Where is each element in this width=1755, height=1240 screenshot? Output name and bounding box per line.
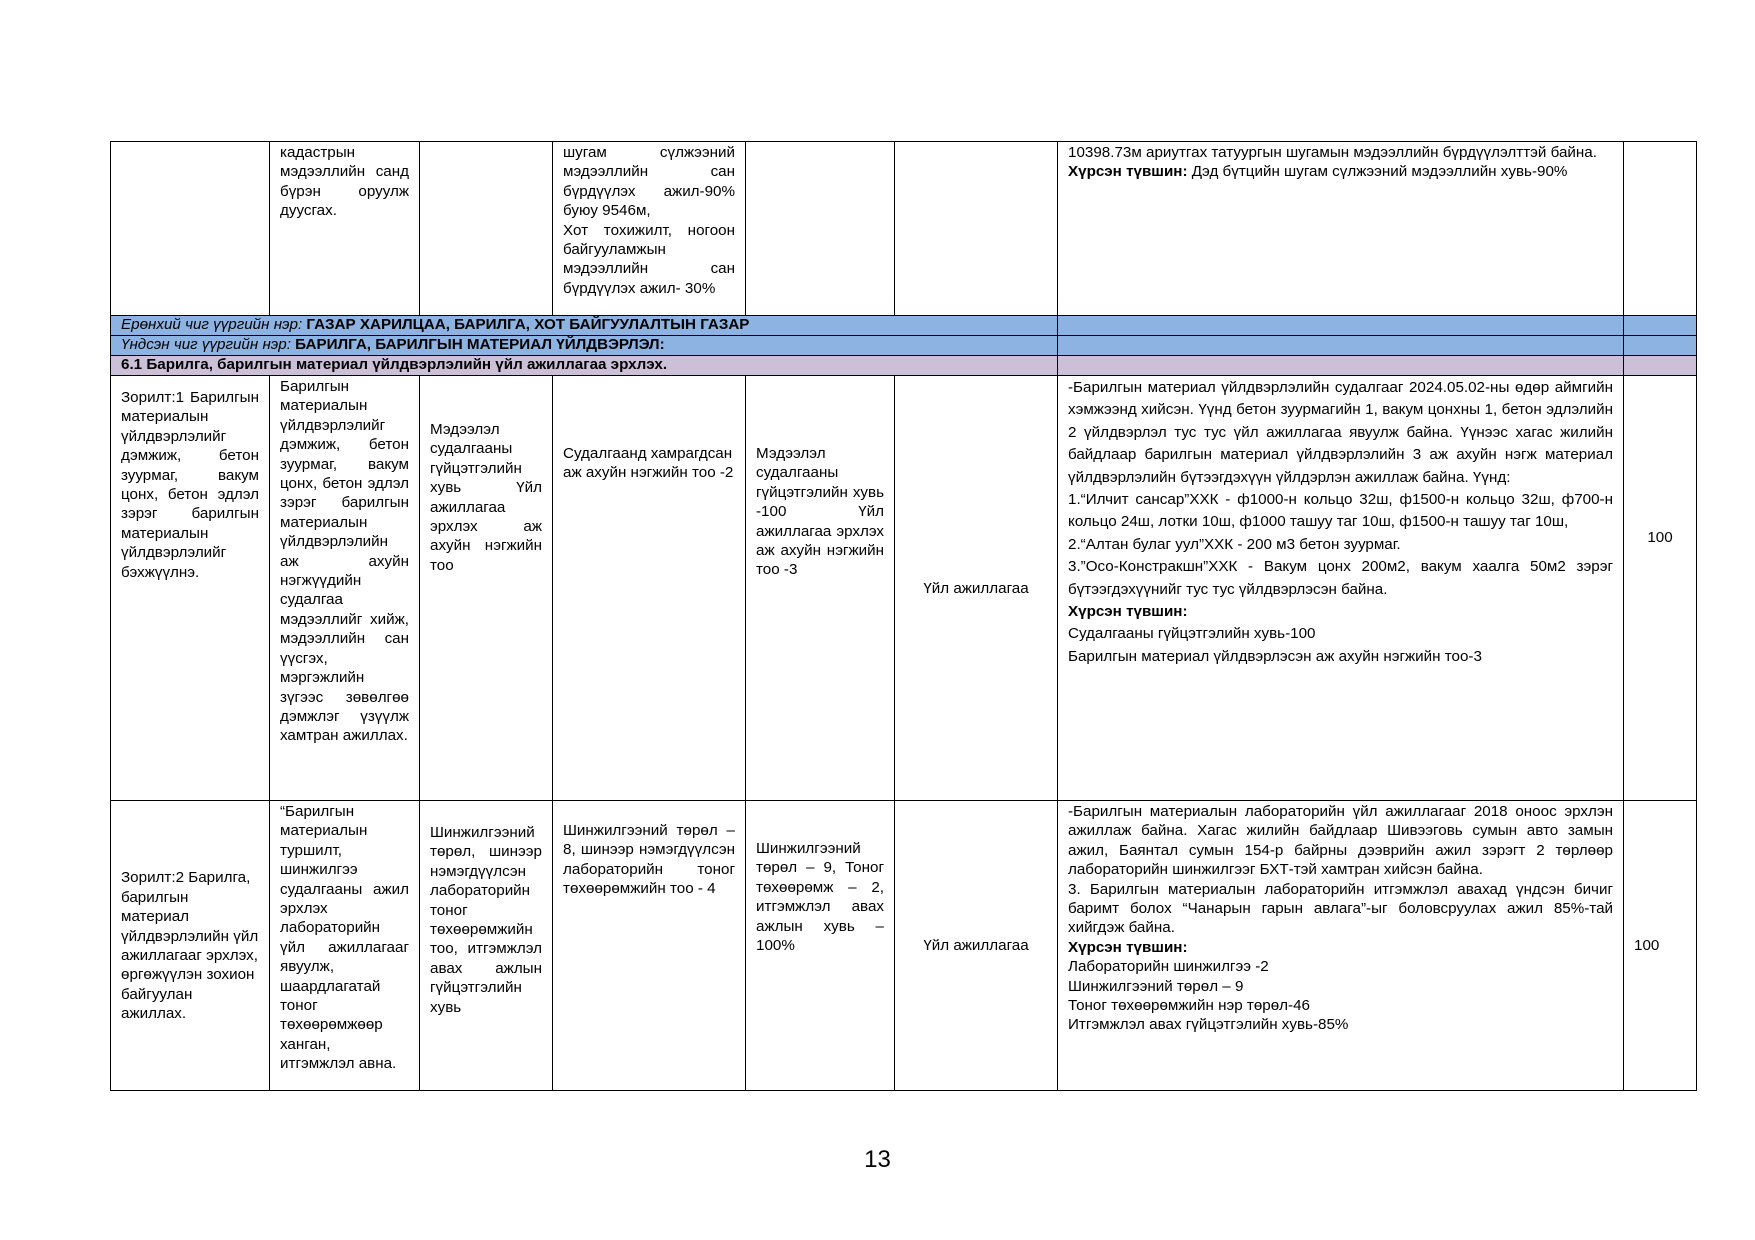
band-label: Ерөнхий чиг үүргийн нэр:: [121, 316, 303, 333]
target-text: Мэдээлэл судалгааны гүйцэтгэлийн хувь -100 Үйл ажиллагаа эрхлэх аж ахуйн нэгжийн тоо -3: [756, 445, 884, 579]
report-text: Судалгааны гүйцэтгэлийн хувь-100: [1068, 625, 1316, 643]
baseline-text: Судалгаанд хамрагдсан аж ахуйн нэгжийн тоо -2: [563, 445, 734, 482]
baseline-text: Шинжилгээний төрөл – 8, шинээр нэмэгдүүлсэн лабораторийн тоног төхөөрөмжийн тоо - 4: [563, 822, 735, 898]
table-cell: [1624, 142, 1697, 316]
table-cell: [895, 376, 1058, 801]
type-text: Үйл ажиллагаа: [923, 579, 1029, 597]
target-text: Шинжилгээний төрөл – 9, Тоног төхөөрөмж – 2, итгэмжлэл авах ажлын хувь – 100%: [756, 840, 884, 955]
report-text: 3. Барилгын материалын лабораторийн итгэмжлэл авахад үндсэн бичиг баримт болох “Чанарын гарын авлага”-ыг боловсруулах ажил 85%-тай хийгдэж байна.: [1068, 880, 1613, 937]
table-row: [111, 142, 1697, 316]
achieved-level-label: Хүрсэн түвшин:: [1068, 603, 1188, 621]
table-cell: [746, 142, 895, 316]
table-cell: [1624, 336, 1697, 356]
report-text: Итгэмжлэл авах гүйцэтгэлийн хувь-85%: [1068, 1016, 1349, 1034]
table-cell: [420, 376, 553, 801]
report-text: 1.“Илчит сансар”ХХК - ф1000-н кольцо 32ш, ф1500-н кольцо 32ш, ф700-н кольцо 24ш, лотки 10ш, ф1000 ташуу таг 10ш, ф1500-н ташуу таг 10ш,: [1068, 491, 1613, 531]
band-value: БАРИЛГА, БАРИЛГЫН МАТЕРИАЛ ҮЙЛДВЭРЛЭЛ:: [290, 336, 665, 353]
cell-text: Дэд бүтцийн шугам сүлжээний мэдээллийн хувь-90%: [1187, 163, 1568, 181]
goal-text: Зорилт:2 Барилга, барилгын материал үйлдвэрлэлийн үйл ажиллагааг эрхлэх, өргөжүүлэн зохион байгуулан ажиллах.: [121, 869, 259, 1023]
indicator-text: Шинжилгээний төрөл, шинээр нэмэгдүүлсэн лабораторийн тоног төхөөрөмжийн тоо, итгэмжлэл авах ажлын гүйцэтгэлийн хувь: [430, 824, 542, 1016]
table-cell: [270, 142, 420, 316]
table-cell: [111, 336, 1058, 356]
table-cell: [1624, 356, 1697, 376]
band-label: Үндсэн чиг үүргийн нэр:: [121, 336, 291, 353]
table-cell: [111, 376, 270, 801]
table-row: [111, 376, 1697, 801]
table-cell: [1058, 376, 1624, 801]
report-text: -Барилгын материал үйлдвэрлэлийн судалгааг 2024.05.02-ны өдөр аймгийн хэмжээнд хийсэн. Үүнд бетон зуурмагийн 1, вакум цонхны 1, бетон эдлэлийн 2 үйлдвэрлэл тус тус үйл ажиллагаа явуулж байна. Үүнээс хагас жилийн байдлаар барилгын материал үйлдвэрлэлийн 3 аж ахуйн нэгж материал үйлдвэрлэлийн бүтээгдэхүүн үйлдэрлэн ажиллаж байна. Үүнд:: [1068, 379, 1613, 486]
table-cell: [420, 801, 553, 1091]
page-number: 13: [864, 1146, 891, 1173]
table-cell: [1624, 376, 1697, 801]
table-cell: [1058, 316, 1624, 336]
table-cell: [553, 142, 746, 316]
table-row: [111, 801, 1697, 1091]
score-value: 100: [1647, 529, 1673, 546]
table-cell: [270, 801, 420, 1091]
report-table: [110, 141, 1697, 1091]
band-section: [111, 356, 1697, 376]
report-text: 3.”Осо-Констракшн”ХХК - Вакум цонх 200м2, вакум хаалга 50м2 зэрэг бүтээгдэхүүнийг тус тус үйлдвэрлэсэн байна.: [1068, 558, 1613, 598]
band-main-function: [111, 336, 1697, 356]
type-text: Үйл ажиллагаа: [923, 937, 1029, 955]
table-cell: [111, 801, 270, 1091]
cell-text: Хот тохижилт, ногоон байгууламжын мэдээллийн сан бүрдүүлэх ажил- 30%: [563, 221, 735, 297]
report-text: -Барилгын материалын лабораторийн үйл ажиллагааг 2018 оноос эрхлэн ажиллаж байна. Хагас жилийн байдлаар Шивээговь сумын авто замын ажил, Баянтал сумын 154-р байрны дээврийн ажил зэрэгт 2 төрлөөр лабораторийн шинжилгээг БХТ-тэй хамтран хийсэн байна.: [1068, 803, 1613, 879]
cell-text: кадастрын мэдээллийн санд бүрэн оруулж дуусгах.: [280, 144, 409, 220]
report-text: 2.“Алтан булаг уул”ХХК - 200 м3 бетон зуурмаг.: [1068, 535, 1401, 553]
report-text: Тоног төхөөрөмжийн нэр төрөл-46: [1068, 997, 1310, 1015]
band-value: ГАЗАР ХАРИЛЦАА, БАРИЛГА, ХОТ БАЙГУУЛАЛТЫН ГАЗАР: [302, 316, 750, 333]
goal-text: Зорилт:1 Барилгын материалын үйлдвэрлэлийг дэмжиж, бетон зуурмаг, вакум цонх, бетон эдлэл зэрэг барилгын материалын үйлдвэрлэлийг бэхжүүлнэ.: [121, 389, 259, 581]
table-cell: [746, 376, 895, 801]
band-value: 6.1 Барилга, барилгын материал үйлдвэрлэлийн үйл ажиллагаа эрхлэх.: [121, 356, 668, 373]
table-cell: [553, 376, 746, 801]
achieved-level-label: Хүрсэн түвшин:: [1068, 163, 1188, 181]
table-cell: [1058, 336, 1624, 356]
table-cell: [1058, 356, 1624, 376]
cell-text: 10398.73м ариутгах татуургын шугамын мэдээллийн бүрдүүлэлттэй байна.: [1068, 144, 1597, 161]
report-text: Шинжилгээний төрөл – 9: [1068, 977, 1244, 995]
table-cell: [270, 376, 420, 801]
score-value: 100: [1634, 937, 1660, 955]
table-cell: [553, 801, 746, 1091]
indicator-text: Мэдээлэл судалгааны гүйцэтгэлийн хувь Үйл ажиллагаа эрхлэх аж ахуйн нэгжийн тоо: [430, 421, 542, 574]
table-cell: [111, 142, 270, 316]
table-cell: [746, 801, 895, 1091]
cell-text: шугам сүлжээний мэдээллийн сан бүрдүүлэх ажил-90% буюу 9546м,: [563, 144, 735, 220]
table-cell: [111, 316, 1058, 336]
table-cell: [420, 142, 553, 316]
table-cell: [1624, 801, 1697, 1091]
table-cell: [111, 356, 1058, 376]
table-cell: [895, 801, 1058, 1091]
activity-text: Барилгын материалын үйлдвэрлэлийг дэмжиж, бетон зуурмаг, вакум цонх, бетон эдлэл зэрэг барилгын материалын үйлдвэрлэлийн аж ахуйн нэгжүүдийн судалгаа мэдээллийг хийж, мэдээллийн сан үүсгэх, мэргэжлийн зүгээс зөвөлгөө дэмжлэг үзүүлж хамтран ажиллах.: [280, 378, 409, 745]
report-text: Барилгын материал үйлдвэрлэсэн аж ахуйн нэгжийн тоо-3: [1068, 647, 1482, 665]
band-general-function: [111, 316, 1697, 336]
report-text: Лабораторийн шинжилгээ -2: [1068, 958, 1269, 976]
table-cell: [1058, 142, 1624, 316]
table-cell: [1624, 316, 1697, 336]
table-cell: [1058, 801, 1624, 1091]
table-cell: [895, 142, 1058, 316]
achieved-level-label: Хүрсэн түвшин:: [1068, 938, 1188, 956]
activity-text: “Барилгын материалын туршилт, шинжилгээ судалгааны ажил эрхлэх лабораторийн үйл ажиллагааг явуулж, шаардлагатай тоног төхөөрөмжөөр ханган, итгэмжлэл авна.: [280, 803, 409, 1073]
